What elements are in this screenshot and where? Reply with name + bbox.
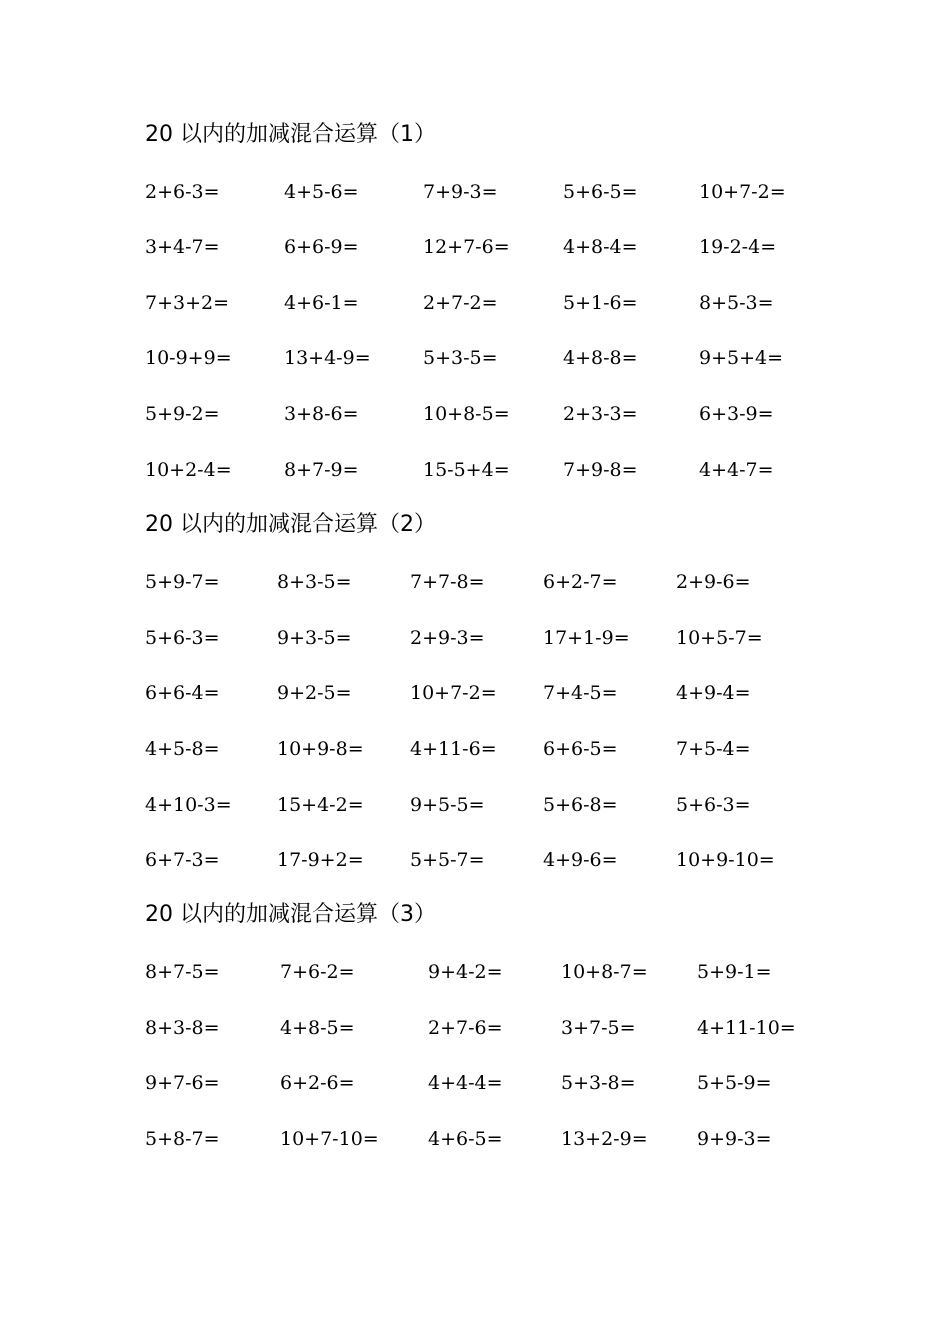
problem-row bbox=[0, 678, 950, 708]
problem: 5+5-7= bbox=[410, 849, 485, 871]
problem: 5+6-8= bbox=[543, 794, 618, 816]
problem: 10+8-5= bbox=[423, 403, 510, 425]
problem: 5+9-1= bbox=[697, 961, 772, 983]
problem: 8+7-9= bbox=[284, 459, 359, 481]
problem: 9+4-2= bbox=[428, 961, 503, 983]
problem-row bbox=[0, 232, 950, 262]
problem: 10+8-7= bbox=[561, 961, 648, 983]
problem: 6+6-4= bbox=[145, 682, 220, 704]
problem-row bbox=[0, 1068, 950, 1098]
problem-row bbox=[0, 455, 950, 485]
problem: 9+7-6= bbox=[145, 1072, 220, 1094]
problem: 6+2-7= bbox=[543, 571, 618, 593]
problem-row bbox=[0, 1124, 950, 1154]
problem: 4+9-4= bbox=[676, 682, 751, 704]
problem: 10+2-4= bbox=[145, 459, 232, 481]
problem-row bbox=[0, 790, 950, 820]
problem: 8+3-5= bbox=[277, 571, 352, 593]
problem: 10+7-2= bbox=[410, 682, 497, 704]
problem: 3+8-6= bbox=[284, 403, 359, 425]
problem: 4+8-5= bbox=[280, 1017, 355, 1039]
problem: 4+11-6= bbox=[410, 738, 497, 760]
problem: 2+7-2= bbox=[423, 292, 498, 314]
problem-row bbox=[0, 567, 950, 597]
problem: 10+9-10= bbox=[676, 849, 775, 871]
problem: 5+3-8= bbox=[561, 1072, 636, 1094]
problem: 5+9-7= bbox=[145, 571, 220, 593]
section-title: 20 以内的加减混合运算（1） bbox=[145, 122, 436, 147]
problem: 3+4-7= bbox=[145, 236, 220, 258]
problem-row bbox=[0, 1013, 950, 1043]
problem: 7+9-8= bbox=[563, 459, 638, 481]
problem-row bbox=[0, 399, 950, 429]
problem: 17-9+2= bbox=[277, 849, 364, 871]
problem: 13+4-9= bbox=[284, 347, 371, 369]
problem: 7+3+2= bbox=[145, 292, 230, 314]
problem: 5+6-3= bbox=[676, 794, 751, 816]
problem-row bbox=[0, 288, 950, 318]
problem: 19-2-4= bbox=[699, 236, 777, 258]
problem: 2+9-6= bbox=[676, 571, 751, 593]
problem: 10+7-2= bbox=[699, 181, 786, 203]
problem: 7+4-5= bbox=[543, 682, 618, 704]
problem-row bbox=[0, 343, 950, 373]
problem: 4+6-1= bbox=[284, 292, 359, 314]
problem: 17+1-9= bbox=[543, 627, 630, 649]
problem: 5+6-5= bbox=[563, 181, 638, 203]
problem: 13+2-9= bbox=[561, 1128, 648, 1150]
problem: 8+3-8= bbox=[145, 1017, 220, 1039]
problem: 2+6-3= bbox=[145, 181, 220, 203]
problem: 4+6-5= bbox=[428, 1128, 503, 1150]
problem: 2+3-3= bbox=[563, 403, 638, 425]
problem: 6+7-3= bbox=[145, 849, 220, 871]
problem: 7+7-8= bbox=[410, 571, 485, 593]
problem: 4+5-8= bbox=[145, 738, 220, 760]
problem-row bbox=[0, 845, 950, 875]
problem: 9+5+4= bbox=[699, 347, 784, 369]
problem: 7+5-4= bbox=[676, 738, 751, 760]
problem: 4+8-8= bbox=[563, 347, 638, 369]
problem: 4+4-7= bbox=[699, 459, 774, 481]
problem: 9+2-5= bbox=[277, 682, 352, 704]
problem: 10+9-8= bbox=[277, 738, 364, 760]
problem: 2+7-6= bbox=[428, 1017, 503, 1039]
problem: 6+6-5= bbox=[543, 738, 618, 760]
problem: 8+7-5= bbox=[145, 961, 220, 983]
problem: 5+3-5= bbox=[423, 347, 498, 369]
problem: 4+5-6= bbox=[284, 181, 359, 203]
problem-row bbox=[0, 957, 950, 987]
problem: 4+11-10= bbox=[697, 1017, 796, 1039]
problem-row bbox=[0, 623, 950, 653]
problem: 5+6-3= bbox=[145, 627, 220, 649]
problem: 12+7-6= bbox=[423, 236, 510, 258]
problem: 7+6-2= bbox=[280, 961, 355, 983]
problem: 9+3-5= bbox=[277, 627, 352, 649]
problem-row bbox=[0, 734, 950, 764]
section-title: 20 以内的加减混合运算（3） bbox=[145, 902, 436, 927]
problem: 9+9-3= bbox=[697, 1128, 772, 1150]
problem: 6+2-6= bbox=[280, 1072, 355, 1094]
problem: 10+5-7= bbox=[676, 627, 763, 649]
problem: 6+3-9= bbox=[699, 403, 774, 425]
problem: 4+9-6= bbox=[543, 849, 618, 871]
problem: 5+1-6= bbox=[563, 292, 638, 314]
problem: 15+4-2= bbox=[277, 794, 364, 816]
problem: 7+9-3= bbox=[423, 181, 498, 203]
problem: 5+8-7= bbox=[145, 1128, 220, 1150]
problem: 5+5-9= bbox=[697, 1072, 772, 1094]
problem: 3+7-5= bbox=[561, 1017, 636, 1039]
problem: 2+9-3= bbox=[410, 627, 485, 649]
problem: 4+4-4= bbox=[428, 1072, 503, 1094]
problem: 5+9-2= bbox=[145, 403, 220, 425]
problem: 15-5+4= bbox=[423, 459, 510, 481]
problem: 8+5-3= bbox=[699, 292, 774, 314]
problem: 10+7-10= bbox=[280, 1128, 379, 1150]
problem: 4+10-3= bbox=[145, 794, 232, 816]
problem: 10-9+9= bbox=[145, 347, 232, 369]
problem: 9+5-5= bbox=[410, 794, 485, 816]
section-title: 20 以内的加减混合运算（2） bbox=[145, 512, 436, 537]
problem: 4+8-4= bbox=[563, 236, 638, 258]
problem: 6+6-9= bbox=[284, 236, 359, 258]
problem-row bbox=[0, 177, 950, 207]
